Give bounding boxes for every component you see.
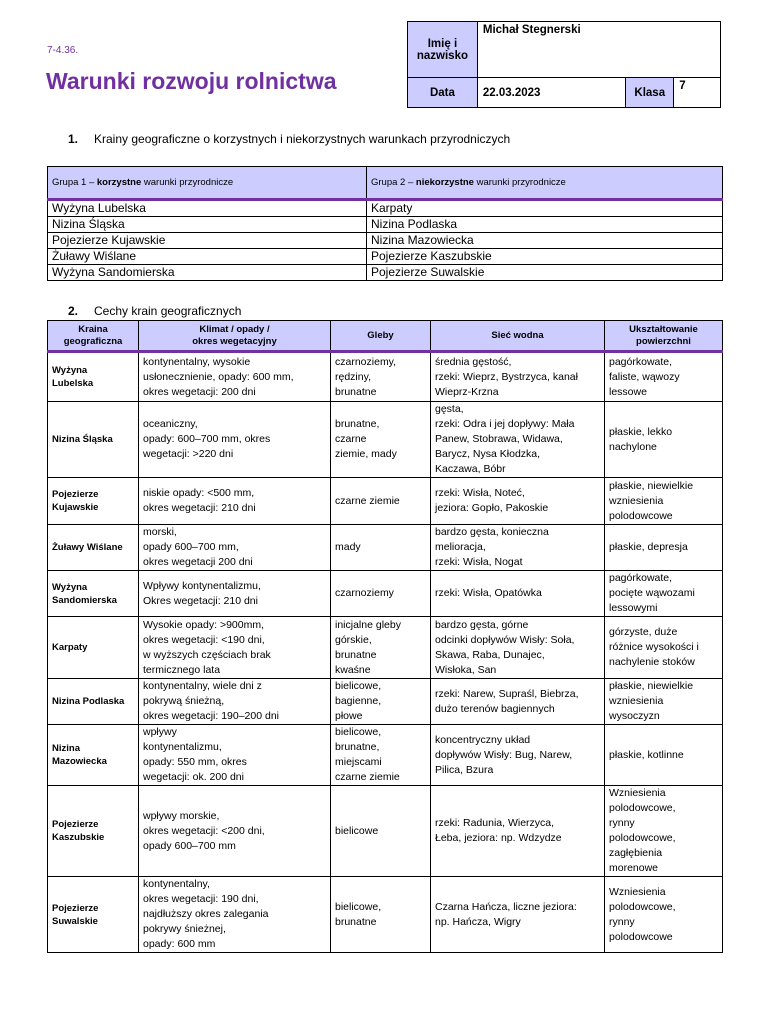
soils-cell: mady	[331, 525, 431, 571]
water-cell: Czarna Hańcza, liczne jeziora: np. Hańcza, Wigry	[431, 877, 605, 953]
region-cell: Karpaty	[48, 617, 139, 679]
climate-cell: kontynentalny, wysokie usłonecznienie, opady: 600 mm, okres wegetacji: 200 dni	[139, 352, 331, 402]
group-2-cell: Nizina Mazowiecka	[367, 233, 723, 249]
relief-cell: płaskie, niewielkie wzniesienia wysoczyzn	[605, 679, 723, 725]
water-cell: rzeki: Narew, Supraśl, Biebrza, dużo terenów bagiennych	[431, 679, 605, 725]
group-1-cell: Żuławy Wiślane	[48, 249, 367, 265]
table-row	[48, 877, 723, 953]
region-cell: Wyżyna Lubelska	[48, 352, 139, 402]
table-row	[48, 249, 723, 265]
region-cell: Nizina Śląska	[48, 402, 139, 478]
climate-cell: kontynentalny, wiele dni z pokrywą śnieżną, okres wegetacji: 190–200 dni	[139, 679, 331, 725]
group-1-cell: Wyżyna Lubelska	[48, 200, 367, 217]
soils-cell: bielicowe	[331, 786, 431, 877]
water-cell: bardzo gęsta, górne odcinki dopływów Wisły: Soła, Skawa, Raba, Dunajec, Wisłoka, San	[431, 617, 605, 679]
water-cell: bardzo gęsta, konieczna melioracja, rzeki: Wisła, Nogat	[431, 525, 605, 571]
table-row	[48, 200, 723, 217]
table-row	[48, 725, 723, 786]
soils-cell: inicjalne gleby górskie, brunatne kwaśne	[331, 617, 431, 679]
climate-cell: Wpływy kontynentalizmu, Okres wegetacji: 210 dni	[139, 571, 331, 617]
relief-cell: Wzniesienia polodowcowe, rynny polodowcowe	[605, 877, 723, 953]
soils-cell: czarnoziemy	[331, 571, 431, 617]
table-row	[48, 265, 723, 281]
region-cell: Wyżyna Sandomierska	[48, 571, 139, 617]
climate-cell: wpływy kontynentalizmu, opady: 550 mm, okres wegetacji: ok. 200 dni	[139, 725, 331, 786]
table-row	[48, 217, 723, 233]
table-row	[48, 525, 723, 571]
region-features-table	[47, 320, 723, 953]
relief-cell: płaskie, depresja	[605, 525, 723, 571]
student-info-table	[407, 21, 721, 108]
water-cell: gęsta, rzeki: Odra i jej dopływy: Mała Panew, Stobrawa, Widawa, Barycz, Nysa Kłodzka, Kaczawa, Bóbr	[431, 402, 605, 478]
soils-header: Gleby	[331, 321, 431, 352]
water-cell: koncentryczny układ dopływów Wisły: Bug, Narew, Pilica, Bzura	[431, 725, 605, 786]
soils-cell: czarnoziemy, rędziny, brunatne	[331, 352, 431, 402]
section-1-number: 1.	[68, 132, 79, 146]
climate-cell: oceaniczny, opady: 600–700 mm, okres wegetacji: >220 dni	[139, 402, 331, 478]
soils-cell: bielicowe, brunatne, miejscami czarne ziemie	[331, 725, 431, 786]
group-2-cell: Pojezierze Kaszubskie	[367, 249, 723, 265]
water-cell: rzeki: Wisła, Noteć, jeziora: Gopło, Pakoskie	[431, 478, 605, 525]
group-1-cell: Pojezierze Kujawskie	[48, 233, 367, 249]
region-cell: Żuławy Wiślane	[48, 525, 139, 571]
relief-cell: górzyste, duże różnice wysokości i nachylenie stoków	[605, 617, 723, 679]
table-row	[48, 617, 723, 679]
soils-cell: bielicowe, brunatne	[331, 877, 431, 953]
section-2-number: 2.	[68, 304, 79, 318]
group-2-cell: Karpaty	[367, 200, 723, 217]
water-network-header: Sieć wodna	[431, 321, 605, 352]
climate-cell: Wysokie opady: >900mm, okres wegetacji: <190 dni, w wyższych częściach brak termicznego lata	[139, 617, 331, 679]
climate-cell: morski, opady 600–700 mm, okres wegetacji 200 dni	[139, 525, 331, 571]
table-row	[48, 786, 723, 877]
regions-groups-table	[47, 166, 723, 281]
table-row	[48, 402, 723, 478]
relief-cell: płaskie, kotlinne	[605, 725, 723, 786]
group-1-header: Grupa 1 – korzystne warunki przyrodnicze	[48, 167, 367, 200]
water-cell: rzeki: Wisła, Opatówka	[431, 571, 605, 617]
relief-cell: Wzniesienia polodowcowe, rynny polodowcowe, zagłębienia morenowe	[605, 786, 723, 877]
table-row	[48, 571, 723, 617]
section-2-heading	[68, 304, 241, 318]
climate-header: Klimat / opady / okres wegetacyjny	[139, 321, 331, 352]
table-row	[48, 352, 723, 402]
region-cell: Pojezierze Suwalskie	[48, 877, 139, 953]
relief-cell: płaskie, niewielkie wzniesienia polodowcowe	[605, 478, 723, 525]
date-label: Data	[408, 78, 478, 108]
lesson-code: 7-4.36.	[47, 45, 79, 56]
table-row	[48, 233, 723, 249]
water-cell: rzeki: Radunia, Wierzyca, Łeba, jeziora: np. Wdzydze	[431, 786, 605, 877]
region-cell: Pojezierze Kaszubskie	[48, 786, 139, 877]
class-label: Klasa	[626, 78, 674, 108]
group-2-header: Grupa 2 – niekorzystne warunki przyrodnicze	[367, 167, 723, 200]
group-1-cell: Wyżyna Sandomierska	[48, 265, 367, 281]
region-cell: Pojezierze Kujawskie	[48, 478, 139, 525]
class-value: 7	[674, 78, 721, 108]
section-2-title: Cechy krain geograficznych	[94, 304, 242, 318]
region-cell: Nizina Podlaska	[48, 679, 139, 725]
group-2-cell: Nizina Podlaska	[367, 217, 723, 233]
date-value: 22.03.2023	[477, 78, 625, 108]
relief-header: Ukształtowanie powierzchni	[605, 321, 723, 352]
soils-cell: brunatne, czarne ziemie, mady	[331, 402, 431, 478]
name-label: Imię i nazwisko	[408, 22, 478, 78]
relief-cell: płaskie, lekko nachylone	[605, 402, 723, 478]
name-value: Michał Stegnerski	[477, 22, 720, 78]
section-1-heading	[68, 132, 510, 146]
climate-cell: niskie opady: <500 mm, okres wegetacji: 210 dni	[139, 478, 331, 525]
relief-cell: pagórkowate, pocięte wąwozami lessowymi	[605, 571, 723, 617]
region-header: Kraina geograficzna	[48, 321, 139, 352]
climate-cell: wpływy morskie, okres wegetacji: <200 dni, opady 600–700 mm	[139, 786, 331, 877]
table-row	[48, 478, 723, 525]
page-title: Warunki rozwoju rolnictwa	[46, 68, 337, 94]
table-row	[48, 679, 723, 725]
soils-cell: bielicowe, bagienne, płowe	[331, 679, 431, 725]
water-cell: średnia gęstość, rzeki: Wieprz, Bystrzyca, kanał Wieprz-Krzna	[431, 352, 605, 402]
climate-cell: kontynentalny, okres wegetacji: 190 dni, najdłuższy okres zalegania pokrywy śnieżnej, opady: 600 mm	[139, 877, 331, 953]
relief-cell: pagórkowate, faliste, wąwozy lessowe	[605, 352, 723, 402]
section-1-title: Krainy geograficzne o korzystnych i niekorzystnych warunkach przyrodniczych	[94, 132, 511, 146]
group-1-cell: Nizina Śląska	[48, 217, 367, 233]
soils-cell: czarne ziemie	[331, 478, 431, 525]
region-cell: Nizina Mazowiecka	[48, 725, 139, 786]
group-2-cell: Pojezierze Suwalskie	[367, 265, 723, 281]
